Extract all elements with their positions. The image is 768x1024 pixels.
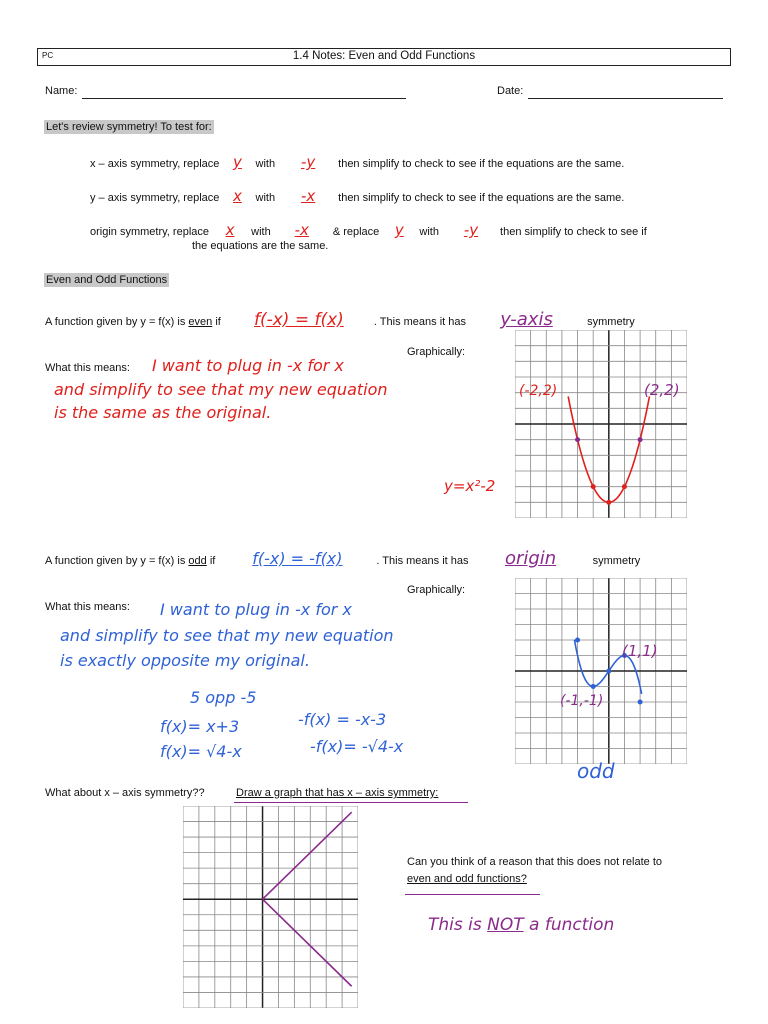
origin-row bbox=[90, 221, 647, 239]
keyword: even bbox=[188, 316, 213, 328]
point-label: (1,1) bbox=[622, 642, 658, 660]
odd-definition bbox=[45, 548, 640, 569]
text: a function bbox=[529, 915, 615, 935]
plot-point bbox=[591, 684, 596, 689]
graphically-label: Graphically: bbox=[407, 346, 466, 358]
course-label: PC bbox=[42, 51, 54, 60]
answer: x bbox=[225, 221, 235, 239]
text: then simplify to check to see if the equations are the same. bbox=[338, 192, 625, 204]
date-label: Date: bbox=[497, 85, 524, 97]
odd-graph bbox=[515, 578, 687, 764]
handwriting: I want to plug in -x for x bbox=[152, 356, 344, 375]
text: A function given by y = f(x) is bbox=[45, 555, 186, 567]
plot-point bbox=[591, 484, 596, 489]
point-label: (2,2) bbox=[644, 381, 680, 399]
answer: -y bbox=[300, 153, 316, 171]
text: NOT bbox=[487, 915, 524, 935]
purple-underline bbox=[405, 894, 540, 895]
answer: origin bbox=[504, 548, 557, 569]
question: What about x – axis symmetry?? bbox=[45, 787, 205, 799]
text: with bbox=[419, 226, 439, 238]
text: & replace bbox=[332, 226, 380, 238]
question: Can you think of a reason that this does not relate to bbox=[407, 856, 662, 868]
answer: y-axis bbox=[500, 309, 553, 330]
handwriting: f(x)= √4-x bbox=[160, 742, 242, 761]
point-label: (-1,-1) bbox=[560, 693, 604, 709]
text: . This means it has bbox=[376, 555, 469, 567]
text: symmetry bbox=[587, 316, 635, 328]
plot-point bbox=[606, 669, 611, 674]
means-label: What this means: bbox=[45, 601, 130, 613]
date-field[interactable] bbox=[528, 98, 723, 99]
means-label: What this means: bbox=[45, 362, 130, 374]
handwriting: -f(x)= -√4-x bbox=[310, 737, 404, 756]
text: . This means it has bbox=[373, 316, 466, 328]
handwriting: and simplify to see that my new equation bbox=[54, 380, 388, 399]
page-title: 1.4 Notes: Even and Odd Functions bbox=[292, 50, 476, 62]
handwriting: and simplify to see that my new equation bbox=[60, 626, 394, 645]
text: with bbox=[251, 226, 271, 238]
name-label: Name: bbox=[45, 85, 78, 97]
handwriting: I want to plug in -x for x bbox=[160, 600, 352, 619]
text: then simplify to check to see if the equations are the same. bbox=[338, 158, 625, 170]
plot-point bbox=[622, 484, 627, 489]
keyword: odd bbox=[188, 555, 207, 567]
plot-point bbox=[575, 638, 580, 643]
text: y – axis symmetry, replace bbox=[90, 192, 220, 204]
text: the equations are the same. bbox=[192, 240, 329, 252]
plot-point bbox=[638, 700, 643, 705]
text: origin symmetry, replace bbox=[90, 226, 209, 238]
point-label: (-2,2) bbox=[519, 383, 558, 399]
graph-label: odd bbox=[577, 759, 615, 783]
x-axis-row bbox=[90, 153, 624, 171]
section-heading: Even and Odd Functions bbox=[46, 274, 168, 286]
question: even and odd functions? bbox=[407, 873, 527, 885]
answer: -y bbox=[463, 221, 479, 239]
text: A function given by y = f(x) is bbox=[45, 316, 186, 328]
handwriting: is the same as the original. bbox=[54, 403, 272, 422]
purple-underline bbox=[234, 802, 468, 803]
handwriting: 5 opp -5 bbox=[190, 688, 257, 707]
header-box bbox=[37, 48, 731, 66]
plot-point bbox=[606, 500, 611, 505]
text: with bbox=[255, 158, 276, 170]
handwriting: f(x)= x+3 bbox=[160, 717, 240, 736]
text: This is bbox=[428, 915, 482, 935]
graphically-label: Graphically: bbox=[407, 584, 466, 596]
text: x – axis symmetry, replace bbox=[90, 158, 220, 170]
name-field[interactable] bbox=[82, 98, 406, 99]
instruction: Draw a graph that has x – axis symmetry: bbox=[236, 787, 439, 799]
plot-point bbox=[575, 437, 580, 442]
answer: -x bbox=[300, 187, 316, 205]
text: if bbox=[215, 316, 221, 328]
text: then simplify to check to see if bbox=[500, 226, 647, 238]
x-axis-graph bbox=[183, 806, 358, 1008]
handwriting: -f(x) = -x-3 bbox=[298, 710, 387, 729]
answer: y bbox=[233, 153, 242, 171]
text: symmetry bbox=[592, 555, 641, 567]
answer bbox=[428, 915, 614, 935]
plot-point bbox=[638, 437, 643, 442]
answer: -x bbox=[294, 221, 309, 239]
y-axis-row bbox=[90, 187, 624, 205]
answer: x bbox=[233, 187, 242, 205]
handwriting: is exactly opposite my original. bbox=[60, 651, 310, 670]
even-graph bbox=[515, 330, 687, 518]
even-definition bbox=[45, 309, 635, 330]
answer: y bbox=[394, 221, 404, 239]
answer: f(-x) = f(x) bbox=[253, 310, 344, 330]
equation-label: y=x²-2 bbox=[444, 477, 496, 495]
text: if bbox=[209, 555, 216, 567]
text: with bbox=[255, 192, 276, 204]
answer: f(-x) = -f(x) bbox=[252, 549, 343, 568]
review-heading: Let's review symmetry! To test for: bbox=[46, 121, 212, 133]
